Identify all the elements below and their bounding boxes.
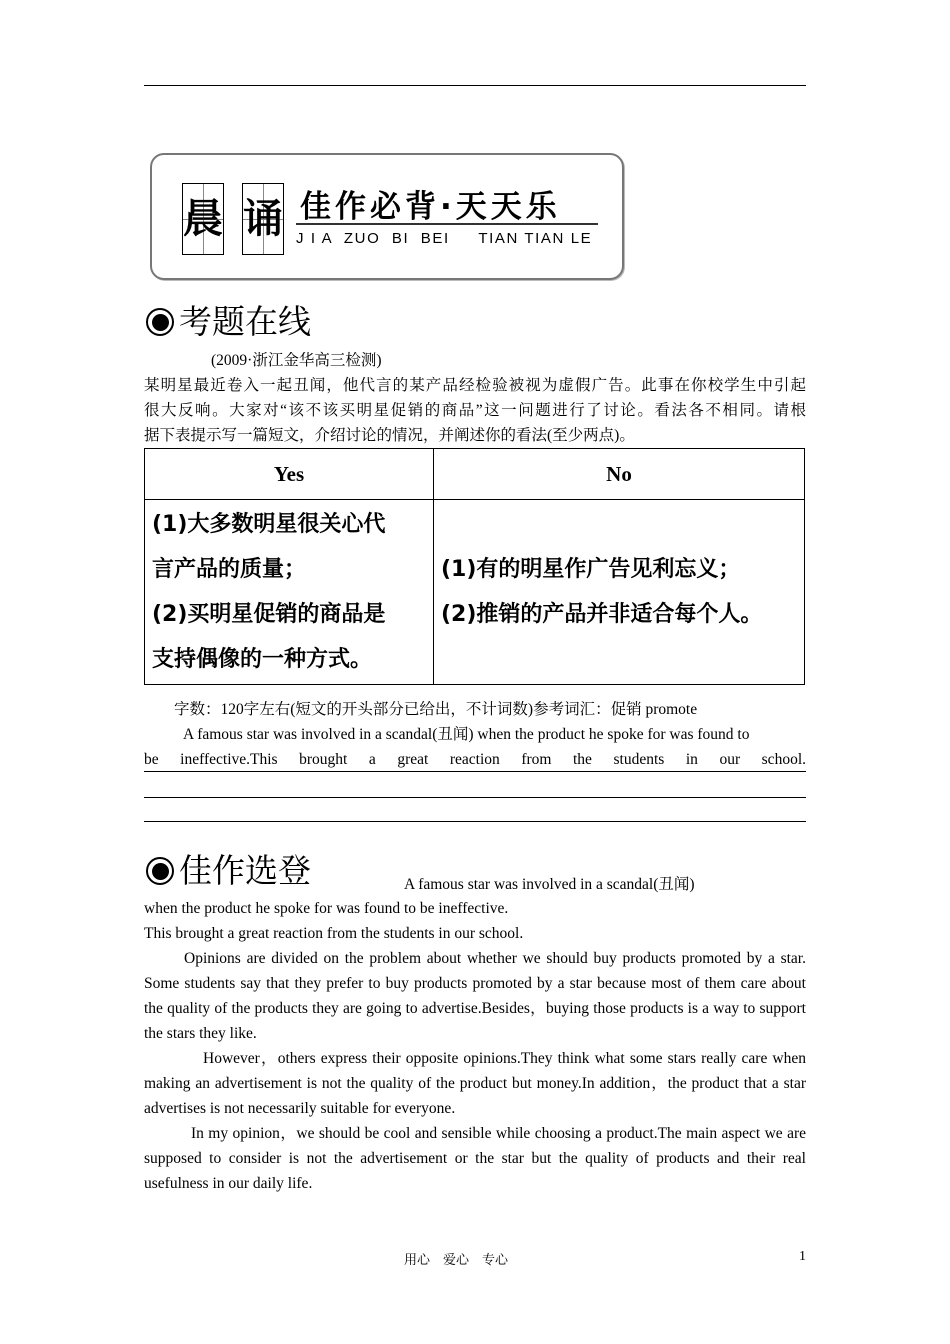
yes-line-1: (1)大多数明星很关心代: [152, 512, 386, 537]
answer-line-3: [144, 821, 806, 822]
model-line-2: when the product he spoke for was found to be ineffective.: [144, 900, 509, 917]
page-number: 1: [799, 1249, 806, 1264]
prompt-line-3: 据下表提示写一篇短文，介绍讨论的情况，并阐述你的看法(至少两点)。: [144, 427, 635, 444]
section-heading-model: [146, 851, 311, 891]
footer-motto: 用心 爱心 专心: [404, 1253, 509, 1268]
banner-char-song: 诵: [242, 183, 284, 255]
table-cell-no: [434, 500, 805, 685]
banner-divider: [296, 223, 598, 225]
answer-line-2: [144, 797, 806, 798]
header-rule: [144, 85, 806, 86]
model-paragraph-2: However，others express their opposite opinions.They think what some stars really care when making an advertisement is not the quality of the product but money.In addition，the product that a star advertises is not necessarily suitable for everyone.: [144, 1050, 806, 1117]
model-paragraph-3: In my opinion，we should be cool and sensible while choosing a product.The main aspect we are supposed to consider is not the advertisement or the star but the quality of products and their real usefulness in our daily life.: [144, 1125, 806, 1192]
model-line-1: A famous star was involved in a scandal(丑闻): [404, 876, 695, 893]
banner-title: 佳作必背·天天乐: [300, 189, 561, 225]
table-header-yes: Yes: [145, 449, 434, 500]
table-header-no: No: [434, 449, 805, 500]
model-paragraph-1: Opinions are divided on the problem about whether we should buy products promoted by a star. Some students say that they prefer to buy products promoted by a star because most of them care about the quality of the products they are going to advertise.Besides，buying those products is a way to support the stars they like.: [144, 950, 806, 1042]
bullet-circle-icon: [146, 857, 174, 885]
prompt-line-2: 很大反响。大家对“该不该买明星促销的商品”这一问题进行了讨论。看法各不相同。请根: [144, 402, 806, 419]
no-line-2: (2)推销的产品并非适合每个人。: [441, 602, 763, 627]
word-count-note: 字数：120字左右(短文的开头部分已给出，不计词数)参考词汇：促销 promote: [174, 701, 698, 718]
banner-char-chen: 晨: [182, 183, 224, 255]
section-heading-label: 考题在线: [179, 302, 311, 341]
yes-line-4: 支持偶像的一种方式。: [152, 647, 373, 672]
prompt-line-1: 某明星最近卷入一起丑闻，他代言的某产品经检验被视为虚假广告。此事在你校学生中引起: [144, 377, 806, 394]
question-source: (2009·浙江金华高三检测): [211, 352, 382, 369]
model-line-3: This brought a great reaction from the students in our school.: [144, 925, 524, 942]
yes-line-2: 言产品的质量；: [152, 557, 307, 582]
table-cell-yes: [145, 500, 434, 685]
answer-line-1: [144, 771, 806, 772]
banner: [150, 153, 624, 280]
section-heading-label: 佳作选登: [179, 851, 311, 890]
yes-line-3: (2)买明星促销的商品是: [152, 602, 386, 627]
opening-line-1: A famous star was involved in a scandal(丑闻) when the product he spoke for was found to: [183, 726, 750, 743]
section-heading-exam: [146, 302, 311, 342]
banner-pinyin: J I A ZUO BI BEI TIAN TIAN LE: [296, 230, 593, 247]
opinion-table: [144, 448, 805, 685]
no-line-1: (1)有的明星作广告见利忘义；: [441, 557, 741, 582]
opening-line-2: be ineffective.This brought a great reaction from the students in our school.: [144, 751, 806, 768]
bullet-circle-icon: [146, 308, 174, 336]
